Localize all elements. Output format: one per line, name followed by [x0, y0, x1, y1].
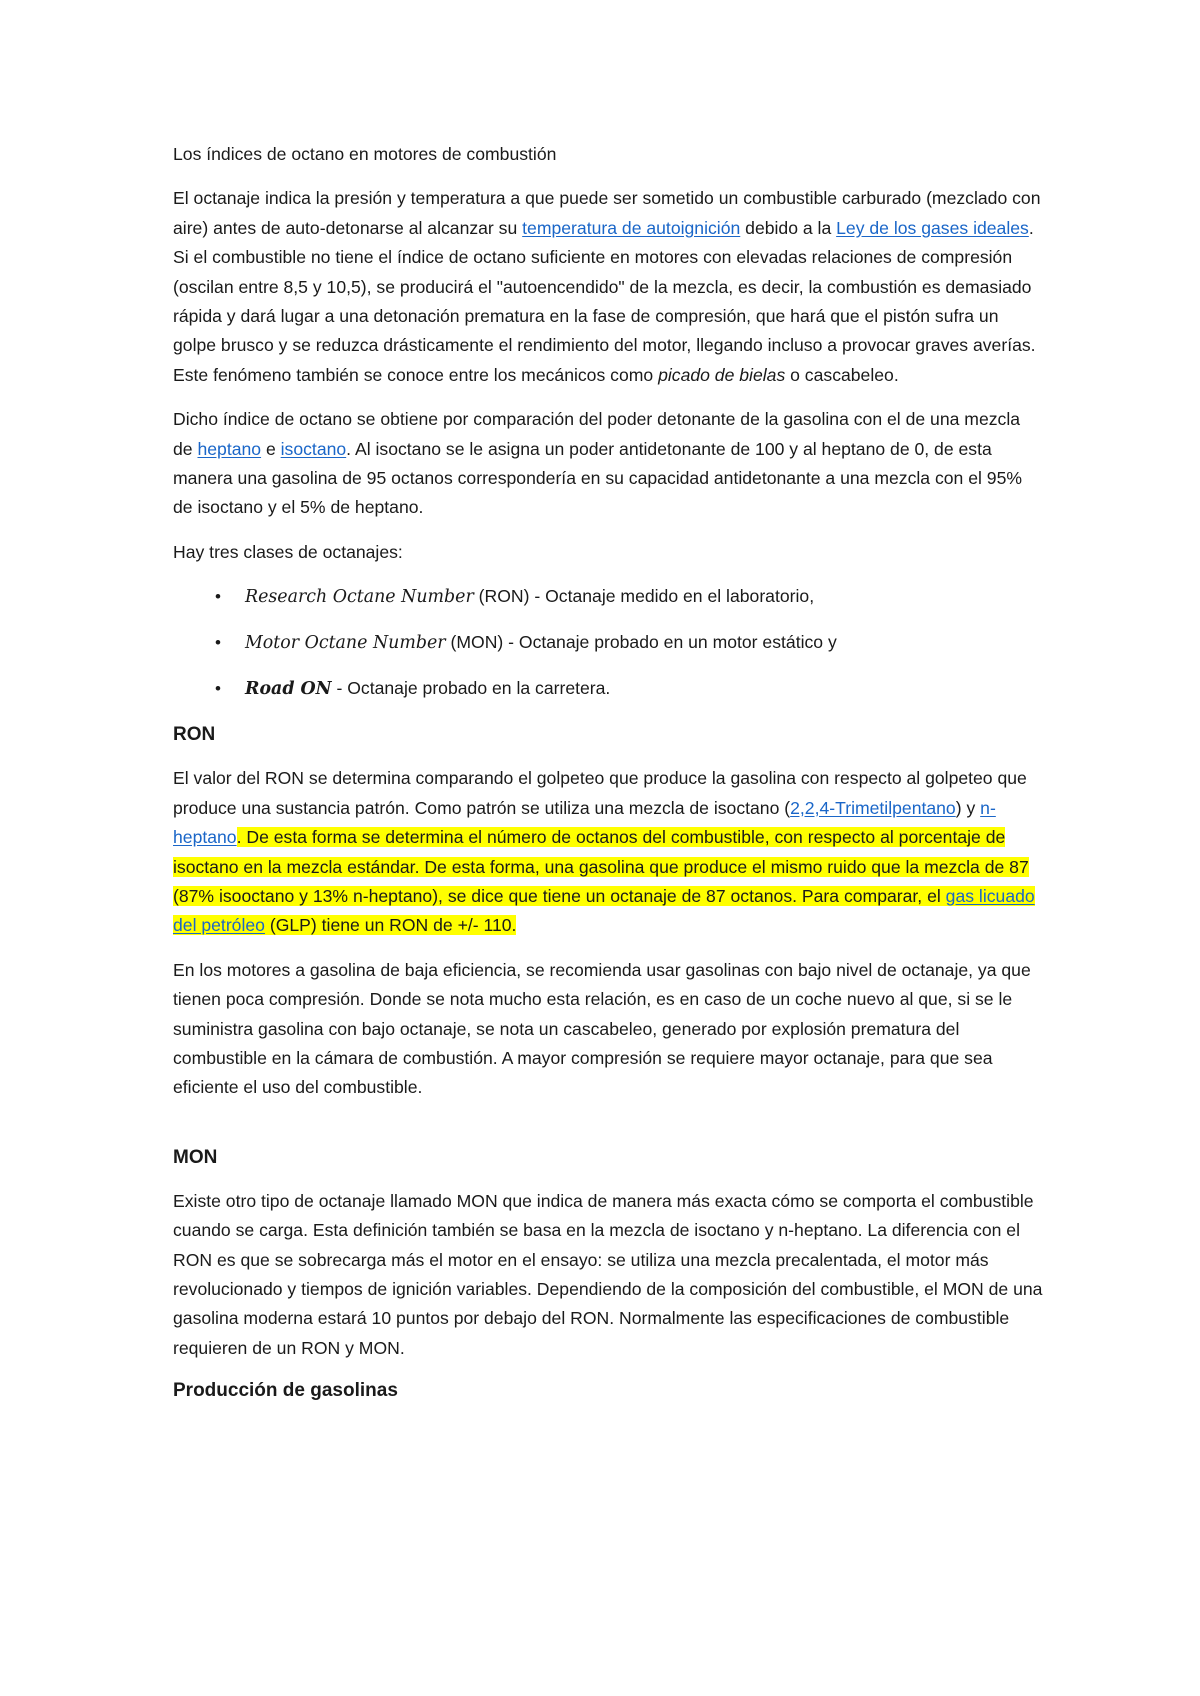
- paragraph-text: ) y: [955, 797, 981, 818]
- emphasis-picado-bielas: picado de bielas: [658, 364, 786, 385]
- paragraph-ron-valor: [173, 764, 1043, 940]
- bullet-icon: •: [215, 679, 221, 699]
- link-heptano[interactable]: heptano: [197, 438, 262, 459]
- list-item-text: (MON) - Octanaje probado en un motor estático y: [445, 632, 837, 653]
- paragraph-text: El octanaje indica la presión y temperatura a que puede ser sometido un combustible carburado (mezclado con aire) antes de auto-detonarse al alcanzar su: [173, 188, 1041, 238]
- paragraph-text: El valor del RON se determina comparando el golpeteo que produce la gasolina con respecto al golpeteo que produce una sustancia patrón. Como patrón se utiliza una mezcla de isoctano (: [173, 768, 1027, 818]
- list-item-text: (RON) - Octanaje medido en el laboratorio,: [473, 586, 815, 607]
- link-n-heptano[interactable]: n-heptano: [173, 797, 996, 848]
- term-motor-octane-number: Motor Octane Number: [245, 633, 446, 654]
- octane-types-list: [173, 582, 1043, 704]
- paragraph-clases-octanajes: Hay tres clases de octanajes:: [173, 541, 403, 562]
- heading-ron: RON: [173, 724, 216, 746]
- highlighted-text: (GLP) tiene un RON de +/- 110.: [264, 915, 517, 936]
- paragraph-octanaje: [173, 184, 1043, 390]
- paragraph-ron-motores: En los motores a gasolina de baja eficiencia, se recomienda usar gasolinas con bajo nivel de octanaje, ya que tienen poca compresión. Donde se nota mucho esta relación, es en caso de un coche nuevo al que, si se le suministra gasolina con bajo octanaje, se nota un cascabeleo, generado por explosión prematura del combustible en la cámara de combustión. A mayor compresión se requiere mayor octanaje, para que sea eficiente el uso del combustible.: [173, 959, 1031, 1098]
- list-item-text: - Octanaje probado en la carretera.: [331, 678, 611, 699]
- highlighted-text: . De esta forma se determina el número de octanos del combustible, con respecto al porcentaje de isoctano en la mezcla estándar. De esta forma, una gasolina que produce el mismo ruido que la mezcla de 87 (87% isooctano y 13% n-heptano), se dice que tiene un octanaje de 87 octanos. Para comparar, el: [173, 827, 1029, 906]
- paragraph-mon: Existe otro tipo de octanaje llamado MON que indica de manera más exacta cómo se comporta el combustible cuando se carga. Esta definición también se basa en la mezcla de isoctano y n-heptano. La diferencia con el RON es que se sobrecarga más el motor en el ensayo: se utiliza una mezcla precalentada, el motor más revolucionado y tiempos de ignición variables. Dependiendo de la composición del combustible, el MON de una gasolina moderna estará 10 puntos por debajo del RON. Normalmente las especificaciones de combustible requieren de un RON y MON.: [173, 1190, 1043, 1358]
- paragraph-indice-octano: [173, 405, 1043, 523]
- document-body: [173, 140, 1043, 1420]
- paragraph-text: Dicho índice de octano se obtiene por comparación del poder detonante de la gasolina con el de una mezcla de: [173, 409, 1021, 459]
- document-title: Los índices de octano en motores de combustión: [173, 144, 557, 164]
- link-gas-licuado-petroleo[interactable]: gas licuado del petróleo: [173, 885, 1035, 936]
- paragraph-text: debido a la: [740, 217, 837, 238]
- paragraph-text: . Al isoctano se le asigna un poder antidetonante de 100 y al heptano de 0, de esta manera una gasolina de 95 octanos correspondería en su capacidad antidetonante a una mezcla con el 95% de isoctano y el 5% de heptano.: [173, 438, 1022, 518]
- heading-produccion-gasolinas: Producción de gasolinas: [173, 1380, 398, 1402]
- list-item: [173, 628, 1043, 658]
- bullet-icon: •: [215, 587, 221, 607]
- heading-mon: MON: [173, 1146, 218, 1168]
- link-isoctano[interactable]: isoctano: [280, 438, 347, 459]
- paragraph-text: . Si el combustible no tiene el índice de octano suficiente en motores con elevadas relaciones de compresión (oscilan entre 8,5 y 10,5), se producirá el "autoencendido" de la mezcla, es decir, la combustión es demasiado rápida y dará lugar a una detonación prematura en la fase de compresión, que hará que el pistón sufra un golpe brusco y se reduzca drásticamente el rendimiento del motor, llegando incluso a provocar graves averías. Este fenómeno también se conoce entre los mecánicos como: [173, 217, 1036, 385]
- term-road-on: Road ON: [245, 679, 332, 700]
- link-ley-gases-ideales[interactable]: Ley de los gases ideales: [836, 217, 1029, 238]
- link-temperatura-autoignicion[interactable]: temperatura de autoignición: [522, 217, 741, 238]
- paragraph-text: o cascabeleo.: [785, 364, 899, 385]
- paragraph-text: e: [261, 438, 281, 459]
- list-item: [173, 674, 1043, 704]
- link-trimetilpentano[interactable]: 2,2,4-Trimetilpentano: [790, 797, 956, 818]
- bullet-icon: •: [215, 633, 221, 653]
- list-item: [173, 582, 1043, 612]
- term-research-octane-number: Research Octane Number: [245, 587, 474, 608]
